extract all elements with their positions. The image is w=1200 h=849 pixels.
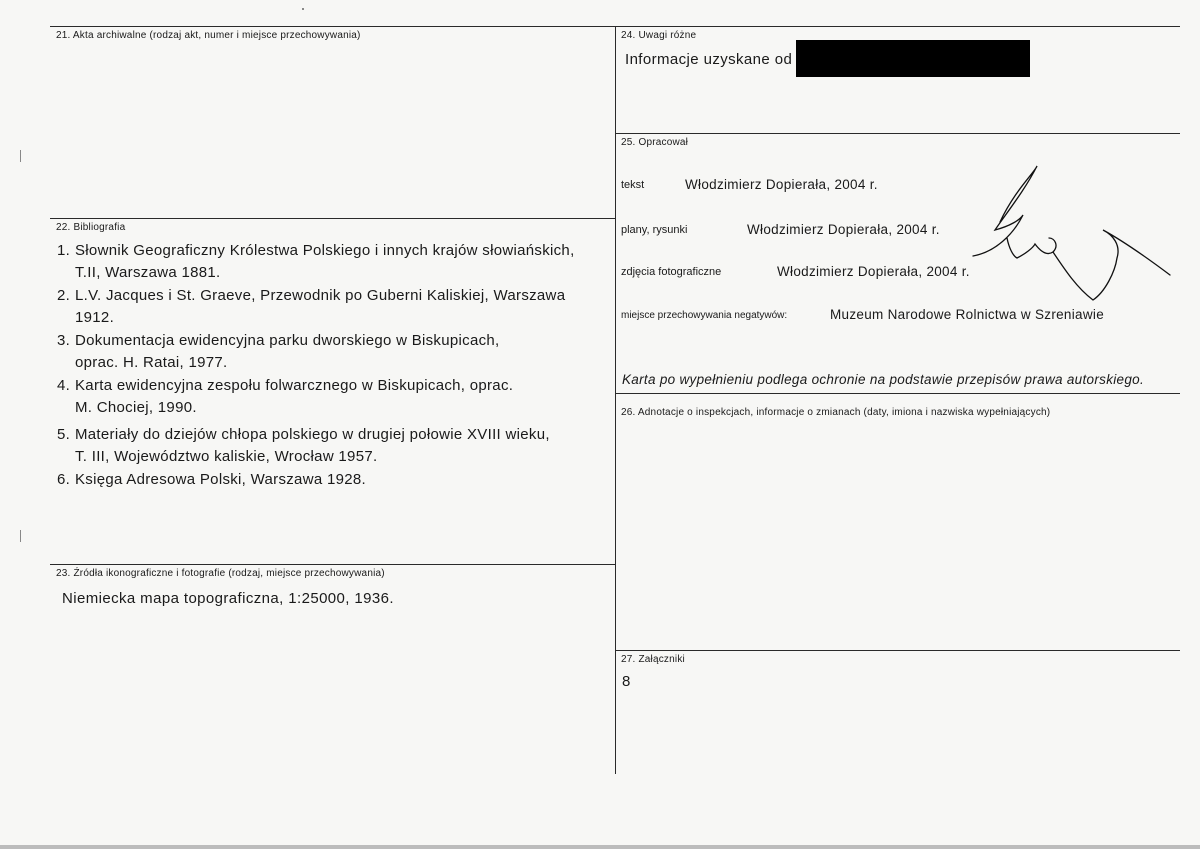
tekst-value: Włodzimierz Dopierała, 2004 r. — [685, 177, 878, 192]
miejsce-label: miejsce przechowywania negatywów: — [621, 310, 788, 321]
section-25-label: 25. Opracował — [621, 137, 689, 148]
section-23-label: 23. Źródła ikonograficzne i fotografie (rodzaj, miejsce przechowywania) — [56, 568, 385, 579]
attachments-count: 8 — [622, 673, 631, 690]
section-22-label: 22. Bibliografia — [56, 222, 126, 233]
scan-bottom-edge — [0, 845, 1200, 849]
signature — [965, 160, 1185, 310]
miejsce-value: Muzeum Narodowe Rolnictwa w Szreniawie — [830, 307, 1105, 322]
section-27-label: 27. Załączniki — [621, 654, 685, 665]
section-26-label: 26. Adnotacje o inspekcjach, informacje o zmianach (daty, imiona i nazwiska wypełniających) — [621, 407, 1051, 418]
bibliography-item: 4. Karta ewidencyjna zespołu folwarcznego w Biskupicach, oprac. M. Chociej, 1990. — [57, 377, 514, 416]
tekst-label: tekst — [621, 179, 645, 191]
zdjecia-value: Włodzimierz Dopierała, 2004 r. — [777, 264, 970, 279]
plany-label: plany, rysunki — [621, 224, 688, 236]
copyright-notice: Karta po wypełnieniu podlega ochronie na podstawie przepisów prawa autorskiego. — [622, 372, 1145, 387]
center-divider — [615, 26, 616, 774]
divider-21-22 — [50, 218, 615, 219]
section-23-text: Niemiecka mapa topograficzna, 1:25000, 1936. — [62, 590, 394, 607]
zdjecia-label: zdjęcia fotograficzne — [621, 266, 722, 278]
divider-22-23 — [50, 564, 615, 565]
bibliography-item: 1. Słownik Geograficzny Królestwa Polskiego i innych krajów słowiańskich, T.II, Warszawa 1881. — [57, 242, 575, 281]
bibliography-item: 5. Materiały do dziejów chłopa polskiego w drugiej połowie XVIII wieku, T. III, Województwo kaliskie, Wrocław 1957. — [57, 426, 550, 465]
scan-speck — [302, 8, 304, 10]
bibliography-list — [57, 240, 613, 492]
section-21-label: 21. Akta archiwalne (rodzaj akt, numer i miejsce przechowywania) — [56, 30, 361, 41]
section-24-label: 24. Uwagi różne — [621, 30, 697, 41]
redaction-bar — [796, 40, 1030, 77]
divider-25-26 — [615, 393, 1180, 394]
plany-value: Włodzimierz Dopierała, 2004 r. — [747, 222, 940, 237]
divider-26-27 — [615, 650, 1180, 651]
bibliography-item: 6. Księga Adresowa Polski, Warszawa 1928. — [57, 471, 366, 488]
margin-mark — [20, 530, 21, 542]
bibliography-item: 3. Dokumentacja ewidencyjna parku dworskiego w Biskupicach, oprac. H. Ratai, 1977. — [57, 332, 500, 371]
bibliography-item: 2. L.V. Jacques i St. Graeve, Przewodnik po Guberni Kaliskiej, Warszawa 1912. — [57, 287, 566, 326]
margin-mark — [20, 150, 21, 162]
section-24-text: Informacje uzyskane od — [625, 51, 793, 68]
divider-24-25 — [615, 133, 1180, 134]
